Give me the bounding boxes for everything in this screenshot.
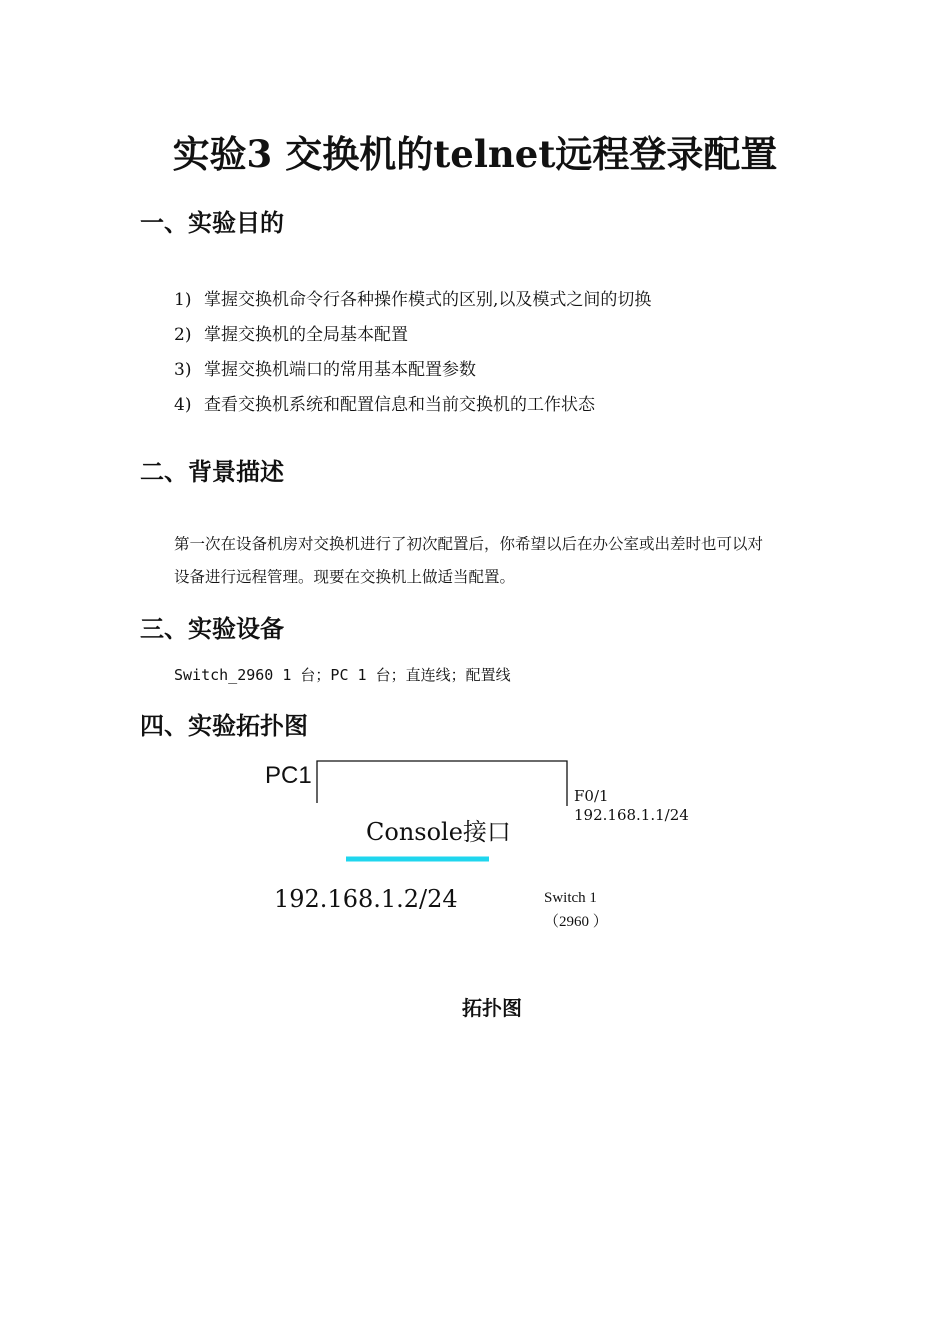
equipment-list: Switch_2960 1 台；PC 1 台；直连线；配置线: [174, 666, 511, 684]
pc-label: PC1: [265, 762, 312, 789]
switch-model-label: （2960 ）: [544, 914, 608, 930]
section-heading-background: 二、背景描述: [140, 458, 284, 486]
objective-number: 4): [174, 395, 192, 415]
pc-ip-label: 192.168.1.2/24: [274, 885, 458, 913]
document-title: 实验3 交换机的telnet远程登录配置: [172, 132, 778, 176]
diagram-caption: 拓扑图: [462, 996, 522, 1020]
section-heading-equipment: 三、实验设备: [140, 615, 284, 643]
objective-number: 1): [174, 290, 192, 310]
objective-text: 掌握交换机端口的常用基本配置参数: [204, 360, 476, 380]
connection-line: [317, 761, 567, 806]
section-heading-topology: 四、实验拓扑图: [140, 712, 308, 740]
switch-port-label: F0/1: [574, 787, 609, 805]
switch-name-label: Switch 1: [544, 890, 597, 906]
section-heading-objectives: 一、实验目的: [140, 209, 284, 237]
objective-text: 掌握交换机的全局基本配置: [204, 325, 408, 345]
objective-text: 掌握交换机命令行各种操作模式的区别,以及模式之间的切换: [204, 290, 652, 310]
background-line: 第一次在设备机房对交换机进行了初次配置后，你希望以后在办公室或出差时也可以对: [174, 535, 764, 553]
objective-number: 3): [174, 360, 192, 380]
background-line: 设备进行远程管理。现要在交换机上做适当配置。: [174, 568, 516, 586]
console-port-label: Console接口: [366, 818, 511, 846]
objective-number: 2): [174, 325, 192, 345]
objective-text: 查看交换机系统和配置信息和当前交换机的工作状态: [204, 395, 595, 415]
switch-ip-label: 192.168.1.1/24: [574, 806, 689, 824]
